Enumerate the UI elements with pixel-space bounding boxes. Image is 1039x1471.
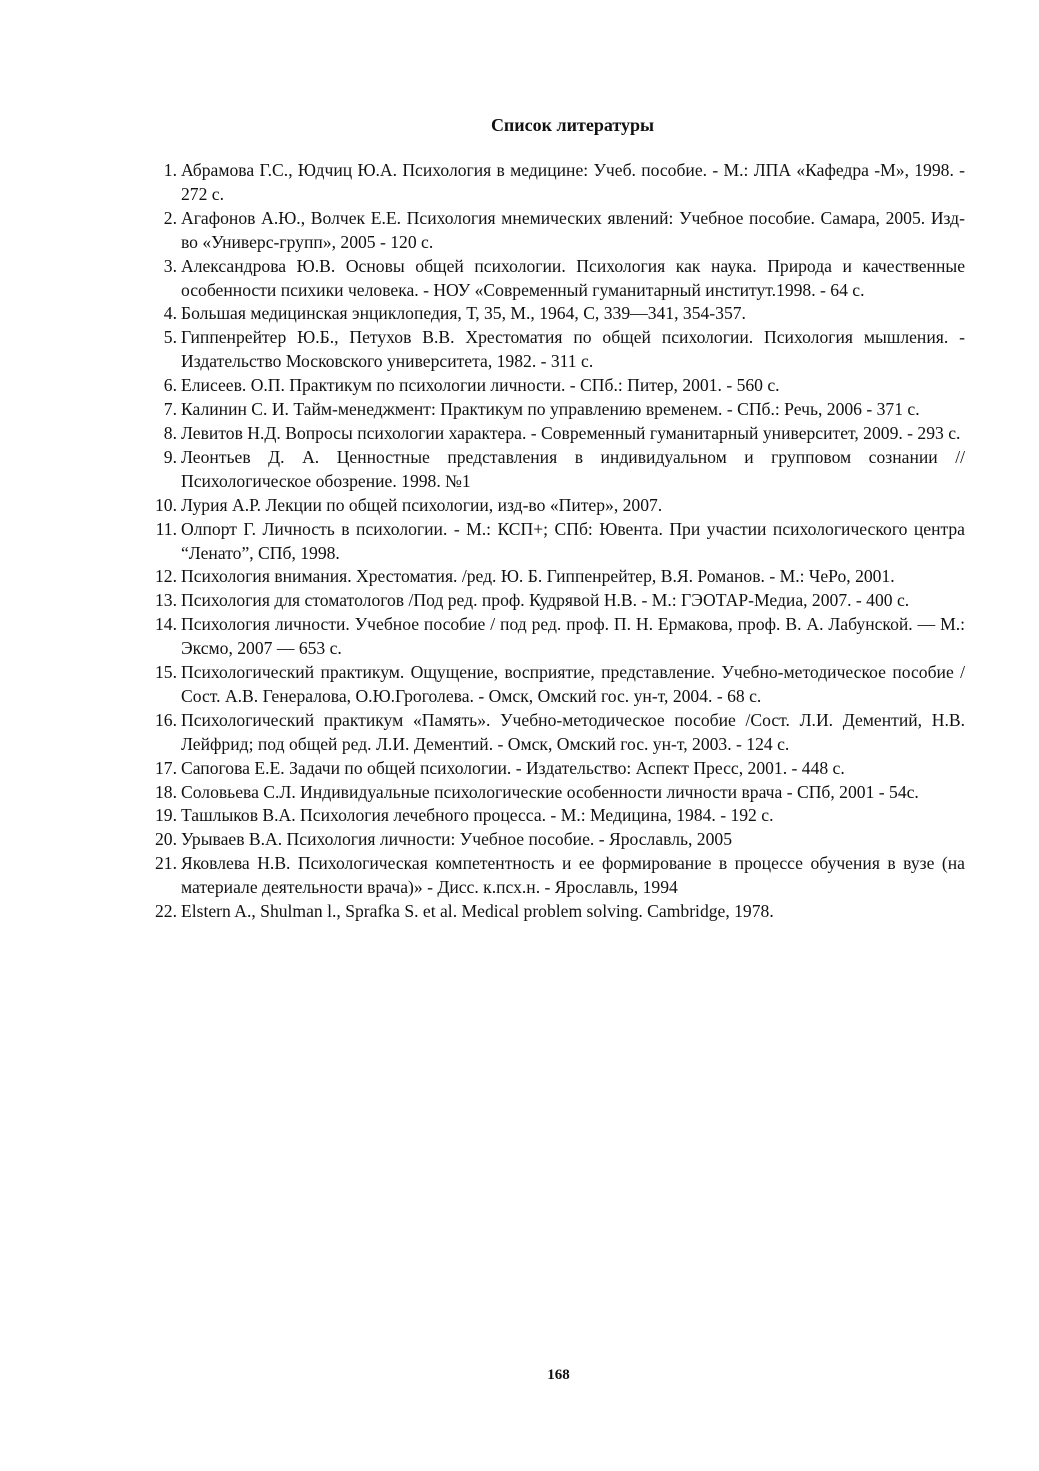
reference-item (145, 709, 965, 757)
reference-text: Сапогова Е.Е. Задачи по общей психологии. - Издательство: Аспект Пресс, 2001. - 448 с. (181, 757, 845, 778)
reference-number: 21. (155, 853, 177, 874)
reference-item (145, 374, 965, 398)
reference-text: Левитов Н.Д. Вопросы психологии характера. - Современный гуманитарный университет, 2009. - 293 с. (181, 422, 961, 443)
reference-number: 5. (163, 327, 177, 348)
reference-text: Леонтьев Д. А. Ценностные представления в индивидуальном и групповом сознании // Психологическое обозрение. 1998. №1 (181, 446, 965, 491)
reference-list (145, 159, 965, 924)
reference-item (145, 518, 965, 566)
reference-text: Elstern A., Shulman l., Sprafka S. et al. Medical problem solving. Cambridge, 1978. (181, 901, 774, 922)
reference-item (145, 900, 965, 924)
reference-text: Урываев В.А. Психология личности: Учебное пособие. - Ярославль, 2005 (181, 829, 732, 850)
reference-number: 1. (163, 160, 177, 180)
reference-text: Александрова Ю.В. Основы общей психологии. Психология как наука. Природа и качественные особенности психики человека. - НОУ «Современный гуманитарный институт.1998. - 64 с. (181, 255, 965, 300)
reference-text: Яковлева Н.В. Психологическая компетентность и ее формирование в процессе обучения в вузе (на материале деятельности врача)» - Дисс. к.псх.н. - Ярославль, 1994 (181, 853, 965, 898)
reference-text: Елисеев. О.П. Практикум по психологии личности. - СПб.: Питер, 2001. - 560 с. (181, 375, 780, 396)
reference-text: Агафонов А.Ю., Волчек Е.Е. Психология мнемических явлений: Учебное пособие. Самара, 2005. Изд-во «Универс-групп», 2005 - 120 с. (181, 207, 965, 252)
reference-item (145, 613, 965, 661)
reference-text: Психологический практикум. Ощущение, восприятие, представление. Учебно-методическое пособие /Сост. А.В. Генералова, О.Ю.Гроголева. - Омск, Омский гос. ун-т, 2004. - 68 с. (181, 662, 965, 706)
reference-number: 4. (163, 303, 177, 324)
reference-number: 16. (155, 709, 177, 730)
reference-text: Психологический практикум «Память». Учебно-методическое пособие /Сост. Л.И. Дементий, Н.В. Лейфрид; под общей ред. Л.И. Дементий. - Омск, Омский гос. ун-т, 2003. - 124 с. (181, 709, 965, 754)
reference-text: Соловьева С.Л. Индивидуальные психологические особенности личности врача - СПб, 2001 - 54с. (181, 781, 919, 802)
reference-number: 6. (163, 375, 177, 396)
reference-number: 2. (163, 207, 177, 228)
reference-text: Психология внимания. Хрестоматия. /ред. Ю. Б. Гиппенрейтер, В.Я. Романов. - М.: ЧеРо, 2001. (181, 566, 895, 587)
reference-text: Ташлыков В.А. Психология лечебного процесса. - М.: Медицина, 1984. - 192 с. (181, 805, 774, 826)
reference-number: 19. (155, 805, 177, 826)
reference-number: 8. (163, 422, 177, 443)
reference-item (145, 589, 965, 613)
reference-text: Лурия А.Р. Лекции по общей психологии, изд-во «Питер», 2007. (181, 494, 663, 515)
reference-item (145, 661, 965, 709)
reference-item (145, 326, 965, 374)
reference-text: Калинин С. И. Тайм-менеджмент: Практикум по управлению временем. - СПб.: Речь, 2006 - 371 с. (181, 399, 920, 420)
reference-item (145, 302, 965, 326)
reference-item (145, 446, 965, 494)
reference-item (145, 565, 965, 589)
reference-number: 9. (163, 446, 177, 467)
reference-text: Психология личности. Учебное пособие / под ред. проф. П. Н. Ермакова, проф. В. А. Лабунской. — М.: Эксмо, 2007 — 653 с. (181, 614, 965, 659)
reference-item (145, 828, 965, 852)
reference-text: Гиппенрейтер Ю.Б., Петухов В.В. Хрестоматия по общей психологии. Психология мышления. - Издательство Московского университета, 1982. - 311 с. (181, 327, 965, 372)
reference-text: Олпорт Г. Личность в психологии. - М.: КСП+; СПб: Ювента. При участии психологического центра “Ленато”, СПб, 1998. (181, 518, 965, 563)
reference-item (145, 422, 965, 446)
reference-item (145, 255, 965, 303)
reference-item (145, 852, 965, 900)
reference-text: Психология для стоматологов /Под ред. проф. Кудрявой Н.В. - М.: ГЭОТАР-Медиа, 2007. - 400 с. (181, 590, 910, 611)
reference-number: 14. (155, 614, 177, 635)
page-title: Список литературы (490, 115, 655, 135)
page-number: 168 (547, 1367, 570, 1383)
reference-item (145, 159, 965, 207)
reference-number: 3. (163, 255, 177, 276)
reference-number: 11. (155, 518, 177, 539)
reference-item (145, 207, 965, 255)
reference-item (145, 781, 965, 805)
reference-item (145, 804, 965, 828)
reference-number: 15. (155, 662, 177, 683)
reference-number: 17. (155, 757, 177, 778)
reference-number: 7. (163, 399, 177, 420)
reference-number: 10. (155, 494, 177, 515)
reference-text: Абрамова Г.С., Юдчиц Ю.А. Психология в медицине: Учеб. пособие. - М.: ЛПА «Кафедра -М», 1998. - 272 с. (181, 160, 965, 204)
reference-number: 22. (155, 901, 177, 922)
reference-item (145, 494, 965, 518)
reference-item (145, 757, 965, 781)
reference-text: Большая медицинская энциклопедия, Т, 35, М., 1964, С, 339—341, 354-357. (181, 303, 746, 324)
reference-number: 13. (155, 590, 177, 611)
reference-item (145, 398, 965, 422)
reference-number: 12. (155, 566, 177, 587)
reference-number: 20. (155, 829, 177, 850)
reference-number: 18. (155, 781, 177, 802)
